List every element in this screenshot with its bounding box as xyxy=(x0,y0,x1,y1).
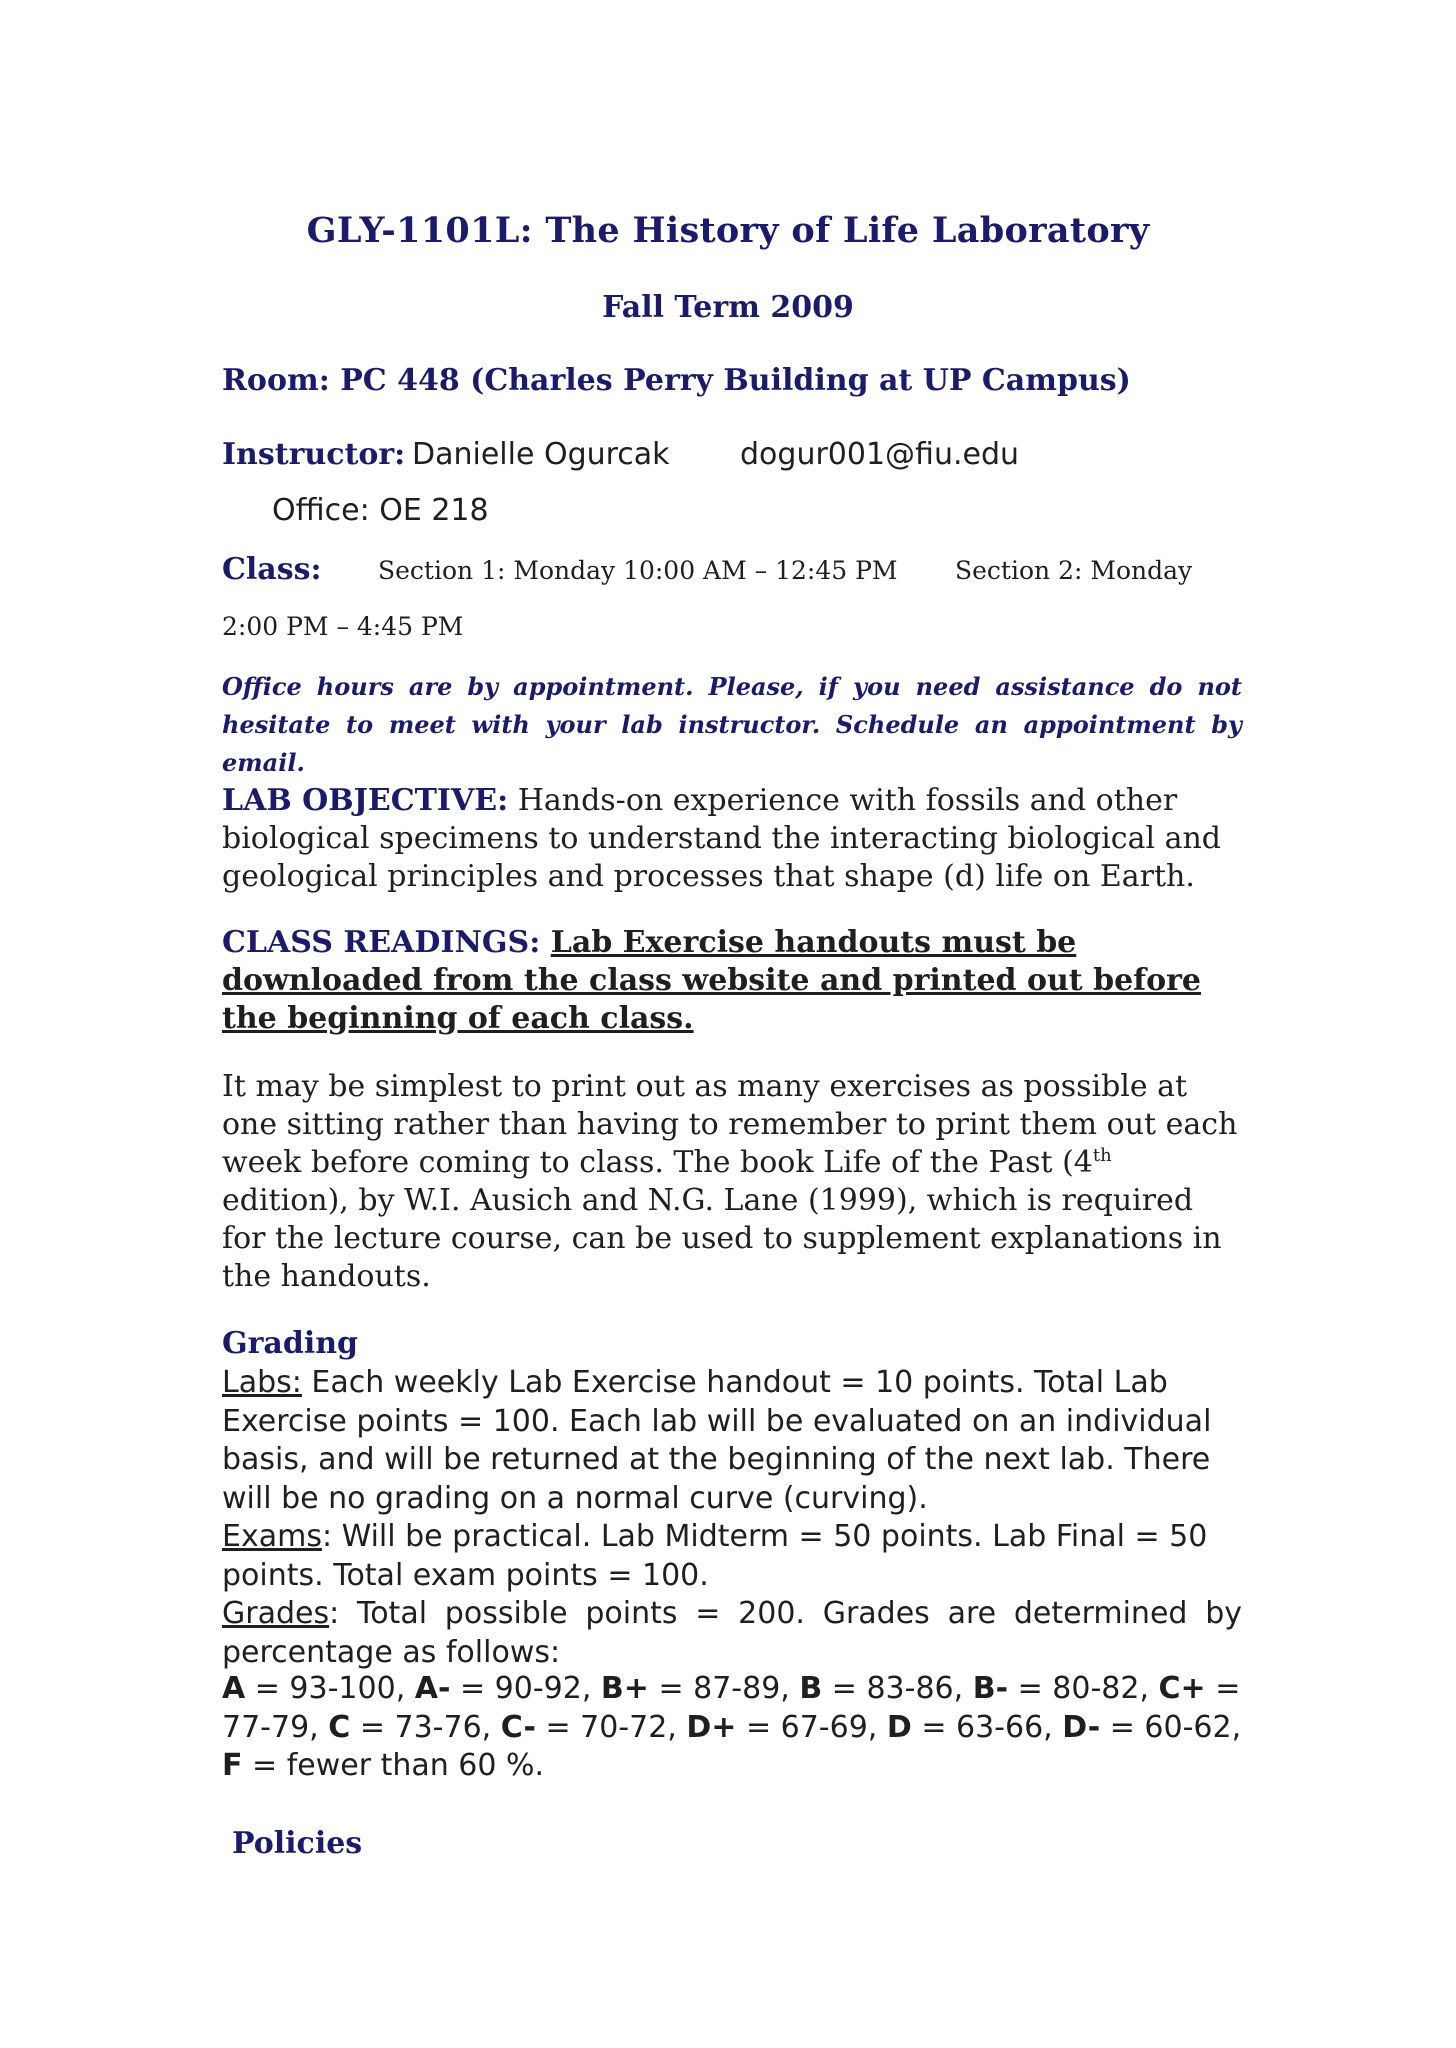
grade-range: = 83-86, xyxy=(822,1671,973,1706)
lab-objective-text: Hands-on experience with fossils and other biological specimens to understand the interacting biological and geological principles and processes that shape (d) life on Earth. xyxy=(222,783,1222,894)
class-readings xyxy=(222,924,1242,1038)
grading-details xyxy=(222,1364,1242,1672)
exams-label: Exams xyxy=(222,1519,322,1554)
readings-paragraph-end: edition), by W.I. Ausich and N.G. Lane (1999), which is required for the lecture course, can be used to supplement explanations in the handouts. xyxy=(222,1183,1222,1294)
labs-grading xyxy=(222,1364,1242,1518)
grades-label: Grades xyxy=(222,1596,330,1631)
term-heading: Fall Term 2009 xyxy=(602,290,854,325)
grades-text: : Total possible points = 200. Grades are determined by percentage as follows: xyxy=(222,1596,1242,1670)
grade-range: = 73-76, xyxy=(350,1709,501,1745)
grade-letter: C+ xyxy=(1158,1671,1206,1706)
exams-text: : Will be practical. Lab Midterm = 50 points. Lab Final = 50 points. Total exam points = 100. xyxy=(222,1519,1208,1593)
grade-letter: B+ xyxy=(600,1671,649,1706)
class-readings-text: Lab Exercise handouts must be downloaded from the class website and printed out before the beginning of each class. xyxy=(222,925,1201,1036)
instructor-name: Danielle Ogurcak xyxy=(412,437,670,472)
readings-paragraph-start: It may be simplest to print out as many exercises as possible at one sitting rather than having to remember to print them out each week before coming to class. The book Life of the Past (4 xyxy=(222,1069,1238,1180)
section-2-day: Section 2: Monday xyxy=(955,556,1193,585)
labs-label: Labs: xyxy=(222,1365,302,1400)
grade-range: = 77-79, xyxy=(222,1671,1241,1745)
grade-range: = 63-66, xyxy=(911,1709,1063,1745)
room-heading: Room: PC 448 (Charles Perry Building at UP Campus) xyxy=(222,363,1131,398)
class-readings-label: CLASS READINGS: xyxy=(222,925,551,960)
labs-text: Each weekly Lab Exercise handout = 10 points. Total Lab Exercise points = 100. Each lab will be evaluated on an individual basis, and will be returned at the beginning of the next lab. There will be no grading on a normal curve (curving). xyxy=(222,1365,1212,1516)
lab-objective xyxy=(222,782,1242,896)
grading-heading: Grading xyxy=(222,1326,359,1361)
grade-letter: B- xyxy=(972,1671,1009,1706)
instructor-label: Instructor: xyxy=(222,437,406,472)
policies-heading: Policies xyxy=(232,1826,363,1861)
grade-letter: D xyxy=(886,1709,912,1745)
class-label: Class: xyxy=(222,552,322,587)
grade-letter: A- xyxy=(414,1671,451,1706)
grade-letter: D+ xyxy=(686,1709,737,1745)
section-2-time: 2:00 PM – 4:45 PM xyxy=(222,612,464,641)
section-1-time: Section 1: Monday 10:00 AM – 12:45 PM xyxy=(378,556,898,585)
grade-range: = 67-69, xyxy=(736,1709,887,1745)
grade-range: = 90-92, xyxy=(450,1671,601,1706)
course-title: GLY-1101L: The History of Life Laboratory xyxy=(306,210,1150,251)
grade-scale xyxy=(222,1670,1242,1786)
grade-range: = fewer than 60 %. xyxy=(242,1748,545,1783)
office-location: Office: OE 218 xyxy=(272,493,489,528)
grades-grading xyxy=(222,1595,1242,1672)
grade-letter: C xyxy=(328,1709,351,1745)
readings-paragraph xyxy=(222,1068,1242,1296)
grade-range: = 60-62, xyxy=(1100,1709,1242,1745)
grade-letter: F xyxy=(222,1748,243,1783)
office-hours-note: Office hours are by appointment. Please, if you need assistance do not hesitate to meet with your lab instructor. Schedule an appointment by email. xyxy=(222,672,1242,777)
lab-objective-label: LAB OBJECTIVE: xyxy=(222,783,509,818)
grade-letter: B xyxy=(799,1671,823,1706)
grade-range: = 70-72, xyxy=(535,1709,687,1745)
grade-range: = 80-82, xyxy=(1008,1671,1159,1706)
grade-range: = 87-89, xyxy=(648,1671,800,1706)
edition-superscript: th xyxy=(1092,1145,1112,1166)
grade-range: = 93-100, xyxy=(245,1671,415,1706)
instructor-email: dogur001@fiu.edu xyxy=(740,437,1020,472)
grade-letter: C- xyxy=(500,1709,536,1745)
exams-grading xyxy=(222,1518,1242,1595)
grade-letter: A xyxy=(222,1671,246,1706)
grade-letter: D- xyxy=(1062,1709,1101,1745)
